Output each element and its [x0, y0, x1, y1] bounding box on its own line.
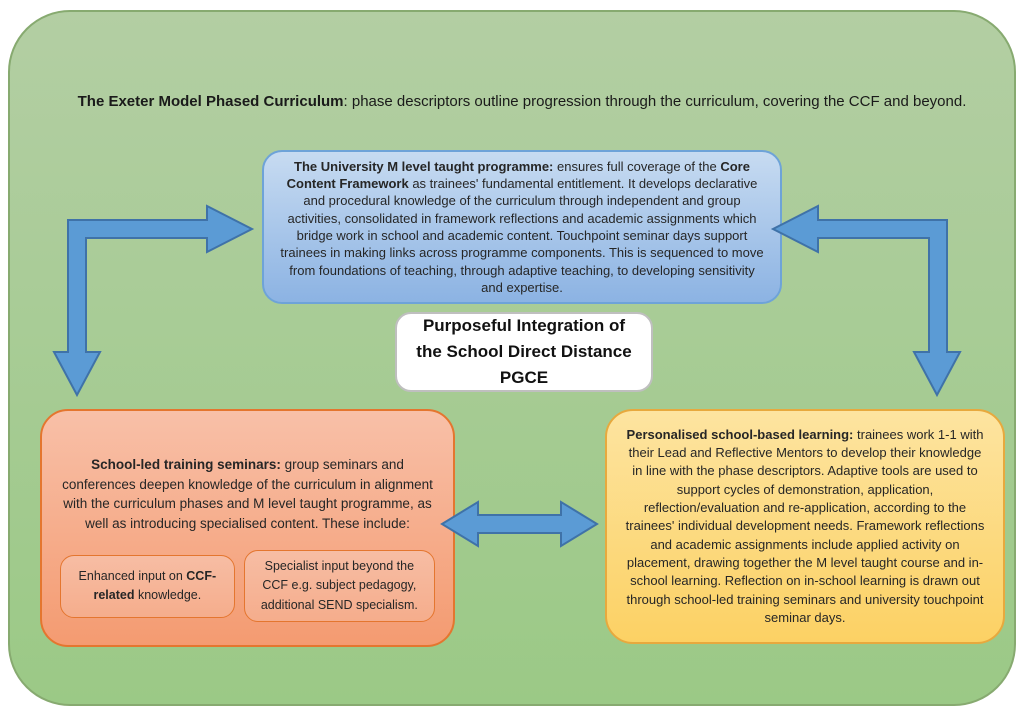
- integration-center-text: Purposeful Integration of the School Direct Distance PGCE: [416, 316, 632, 387]
- core-content-framework-bold: Core Content Framework: [286, 158, 750, 192]
- diagram-title-bold: The Exeter Model Phased Curriculum: [77, 93, 344, 110]
- personalised-learning-text: [622, 426, 988, 627]
- personalised-learning-box: [605, 409, 1005, 644]
- university-programme-box: [262, 150, 782, 304]
- enhanced-ccf-segment-1: Enhanced input on: [78, 568, 187, 583]
- personalised-learning-lead: Personalised school-based learning:: [626, 426, 854, 442]
- university-programme-text: [279, 158, 765, 296]
- personalised-learning-body: trainees work 1-1 with their Lead and Reflective Mentors to develop their knowledge in line with the phase descriptors. Adaptive tools are used to support cycles of demonstration, application, reflection/evaluation and re-application, according to the trainees' individual development needs. Framework reflections and academic assignments include applied activity on placement, drawing together the M level taught course and in-school learning. Reflection on in-school learning is drawn out through school-led training seminars and university touchpoint seminar days.: [625, 426, 985, 625]
- university-programme-lead: The University M level taught programme:: [294, 158, 554, 174]
- university-programme-segment-2: as trainees' fundamental entitlement. It develops declarative and procedural knowledge of the curriculum through independent and group activities, consolidated in framework reflections and academic assignments which bridge work in school and academic content. Touchpoint seminar days support trainees in making links across programme components. This is sequenced to move from foundations of teaching, through adaptive teaching, to developing sensitivity and expertise.: [280, 176, 764, 295]
- enhanced-ccf-input-text: [71, 567, 224, 606]
- diagram-title: [40, 92, 1004, 111]
- specialist-input-text: Specialist input beyond the CCF e.g. subject pedagogy, additional SEND specialism.: [260, 558, 418, 612]
- school-led-seminars-box: [40, 409, 455, 647]
- school-led-seminars-lead: School-led training seminars:: [91, 457, 281, 472]
- school-led-sub-boxes: [60, 550, 435, 622]
- enhanced-ccf-input-box: [60, 555, 235, 618]
- enhanced-ccf-segment-2: knowledge.: [134, 588, 202, 602]
- integration-center-box: [395, 312, 653, 392]
- diagram-canvas: [8, 10, 1016, 706]
- school-led-seminars-text: [60, 455, 435, 533]
- university-programme-segment-1: ensures full coverage of the: [553, 158, 721, 174]
- ccf-related-bold: CCF-related: [93, 568, 217, 602]
- school-led-seminars-body: group seminars and conferences deepen knowledge of the curriculum in alignment with the curriculum phases and M level taught programme, as well as introducing specialised content. These include:: [62, 457, 433, 531]
- diagram-title-rest: : phase descriptors outline progression through the curriculum, covering the CCF and beyond.: [343, 93, 967, 110]
- specialist-input-box: [244, 550, 435, 622]
